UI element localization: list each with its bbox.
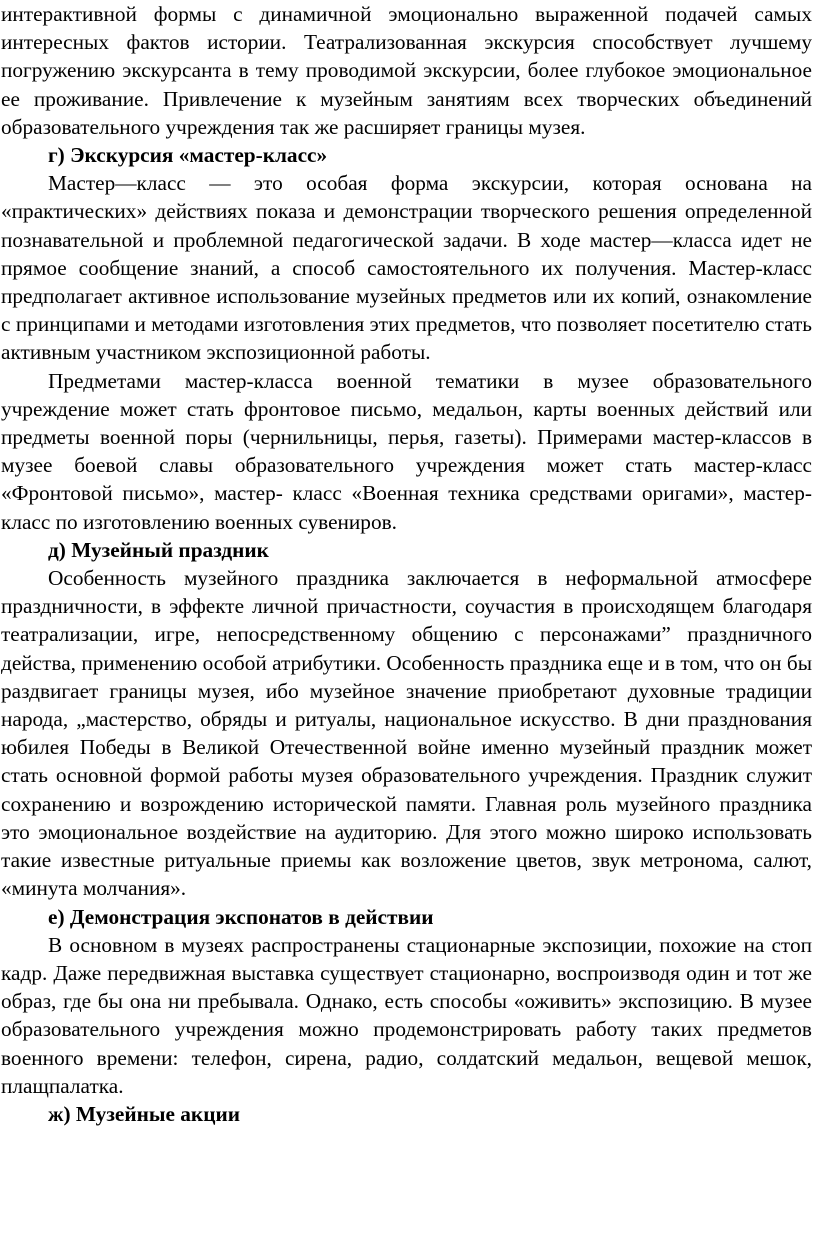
heading-exhibits-in-action: е) Демонстрация экспонатов в действии xyxy=(48,904,434,929)
heading-master-class: г) Экскурсия «мастер-класс» xyxy=(48,143,328,168)
paragraph-master-class-examples: Предметами мастер-класса военной тематики в музее образовательного учреждение может стать фронтовое письмо, медальон, карты военных действий или предметы военной поры (чернильницы, перья, газеты). Примерами мастер-классов в музее боевой славы образовательного учреждения может стать мастер-класс «Фронтовой письмо», мастер- класс «Военная техника средствами оригами», мастер-класс по изготовлению военных сувениров. xyxy=(1,368,812,534)
paragraph-exhibits-in-action: В основном в музеях распространены стационарные экспозиции, похожие на стоп кадр. Даже передвижная выставка существует стационарно, воспроизводя один и тот же образ, где бы она ни пребывала. Однако, есть способы «оживить» экспозицию. В музее образовательного учреждения можно продемонстрировать работу таких предметов военного времени: телефон, сирена, радио, солдатский медальон, вещевой мешок, плащпалатка. xyxy=(1,932,812,1098)
paragraph-museum-holiday: Особенность музейного праздника заключается в неформальной атмосфере праздничности, в эффекте личной причастности, соучастия в происходящем благодаря театрализации, игре, непосредственному общению с персонажами” праздничного действа, применению особой атрибутики. Особенность праздника еще и в том, что он бы раздвигает границы музея, ибо музейное значение приобретают духовные традиции народа, „мастерство, обряды и ритуалы, национальное искусство. В дни празднования юбилея Победы в Великой Отечественной войне именно музейный праздник может стать основной формой работы музея образовательного учреждения. Праздник служит сохранению и возрождению исторической памяти. Главная роль музейного праздника это эмоциональное воздействие на аудиторию. Для этого можно широко использовать такие известные ритуальные приемы как возложение цветов, звук метронома, салют, «минута молчания». xyxy=(1,566,812,901)
paragraph-master-class-definition: Мастер—класс — это особая форма экскурсии, которая основана на «практических» действиях показа и демонстрации творческого решения определенной познавательной и проблемной педагогической задачи. В ходе мастер—класса идет не прямое сообщение знаний, а способ самостоятельного их получения. Мастер-класс предполагает активное использование музейных предметов или их копий, ознакомление с принципами и методами изготовления этих предметов, что позволяет посетителю стать активным участником экспозиционной работы. xyxy=(1,171,812,365)
heading-museum-holiday: д) Музейный праздник xyxy=(48,537,269,562)
heading-museum-actions: ж) Музейные акции xyxy=(48,1101,241,1126)
paragraph-theatrical-excursion-end: интерактивной формы с динамичной эмоционально выраженной подачей самых интересных фактов истории. Театрализованная экскурсия способствует лучшему погружению экскурсанта в тему проводимой экскурсии, более глубокое эмоциональное ее проживание. Привлечение к музейным занятиям всех творческих объединений образовательного учреждения так же расширяет границы музея. xyxy=(1,2,812,139)
